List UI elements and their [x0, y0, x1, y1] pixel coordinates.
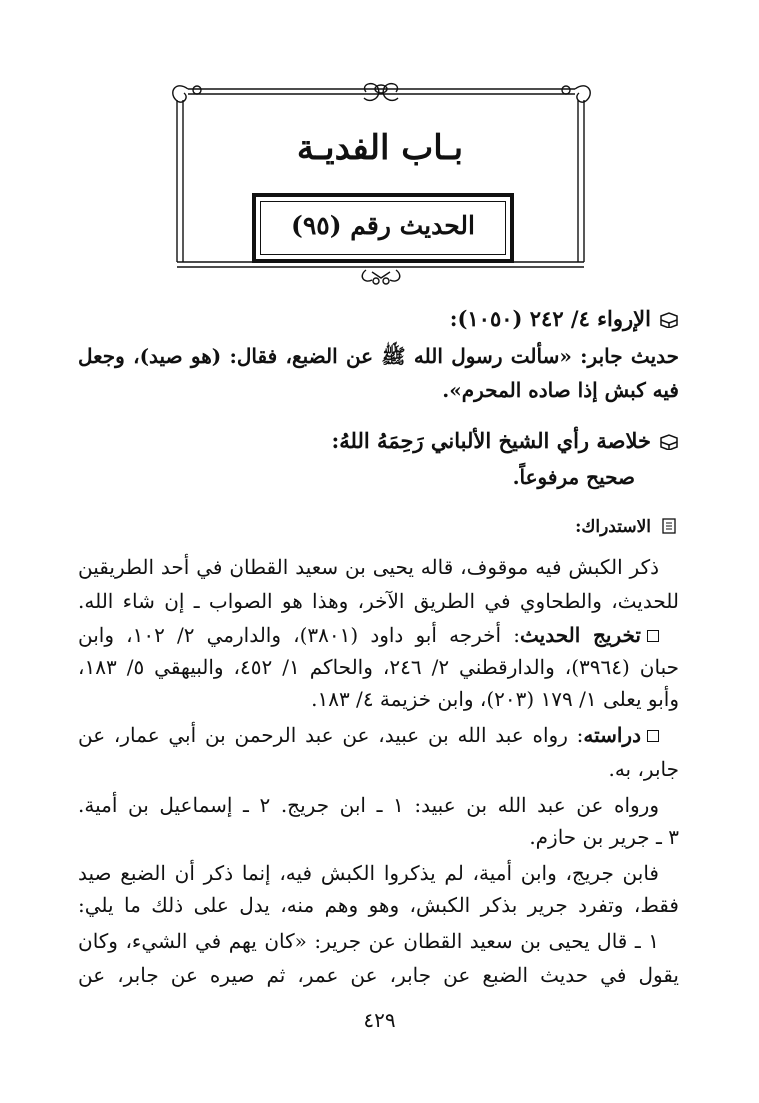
summary-heading: خلاصة رأي الشيخ الألباني رَحِمَهُ اللهُ:	[331, 428, 651, 453]
p4-line-2: يقول في حديث الضبع عن جابر، عن عمر، ثم صيره عن جابر، عن	[78, 963, 679, 987]
istidrak-heading: الاستدراك:	[575, 517, 651, 537]
book-icon	[659, 312, 679, 328]
summary-heading-line	[78, 426, 679, 456]
irwa-heading-line	[78, 304, 679, 334]
book-icon	[659, 434, 679, 450]
irwa-text-line-2: فيه كبش إذا صاده المحرم».	[442, 378, 679, 402]
istidrak-heading-line	[78, 512, 679, 542]
hadith-number: الحديث رقم (٩٥)	[291, 211, 475, 240]
document-icon	[659, 518, 679, 534]
dirasa-line-2: جابر، به.	[608, 757, 679, 781]
takhrij-text-1: : أخرجه أبو داود (٣٨٠١)، والدارمي ٢/ ١٠٢، وابن	[78, 623, 520, 647]
summary-verdict: صحيح مرفوعاً.	[512, 465, 635, 489]
dirasa-label: دراسته	[583, 723, 641, 747]
dirasa-line-1	[78, 720, 659, 750]
rawahu-line-2: ٣ ـ جرير بن حازم.	[529, 825, 679, 849]
chapter-title: بـاب الفديـة	[296, 128, 464, 168]
p4-line-1: ١ ـ قال يحيى بن سعيد القطان عن جرير: «كان يهم في الشيء، وكان	[78, 929, 659, 953]
takhrij-line-1	[78, 620, 659, 650]
takhrij-line-2: حبان (٣٩٦٤)، والدارقطني ٢/ ٢٤٦، والحاكم ١/ ٤٥٢، والبيهقي ٥/ ١٨٣،	[78, 655, 679, 679]
irwa-heading: الإرواء ٤/ ٢٤٢ (١٠٥٠):	[449, 306, 651, 331]
p3-line-2: فقط، وتفرد جرير بذكر الكبش، وهو وهم منه، يدل على ذلك ما يلي:	[78, 893, 679, 917]
istidrak-p1-line-2: للحديث، والطحاوي في الطريق الآخر، وهذا هو الصواب ـ إن شاء الله.	[78, 589, 679, 613]
p3-line-1: فابن جريج، وابن أمية، لم يذكروا الكبش فيه، إنما ذكر أن الضبع صيد	[78, 861, 659, 885]
hadith-number-box	[252, 193, 514, 263]
rawahu-line-1: ورواه عن عبد الله بن عبيد: ١ ـ ابن جريج. ٢ ـ إسماعيل بن أمية.	[78, 793, 659, 817]
takhrij-line-3: وأبو يعلى ١/ ١٧٩ (٢٠٣)، وابن خزيمة ٤/ ١٨٣.	[311, 687, 679, 711]
dirasa-text-1: : رواه عبد الله بن عبيد، عن عبد الرحمن بن أبي عمار، عن	[78, 723, 584, 747]
checkbox-square-icon	[647, 630, 659, 642]
page-number: ٤٢٩	[363, 1008, 396, 1032]
istidrak-p1-line-1: ذكر الكبش فيه موقوف، قاله يحيى بن سعيد القطان في أحد الطريقين	[78, 555, 659, 579]
checkbox-square-icon	[647, 730, 659, 742]
takhrij-label: تخريج الحديث	[519, 623, 641, 647]
irwa-text-line-1: حديث جابر: «سألت رسول الله ﷺ عن الضبع، فقال: (هو صيد)، وجعل	[78, 344, 679, 368]
